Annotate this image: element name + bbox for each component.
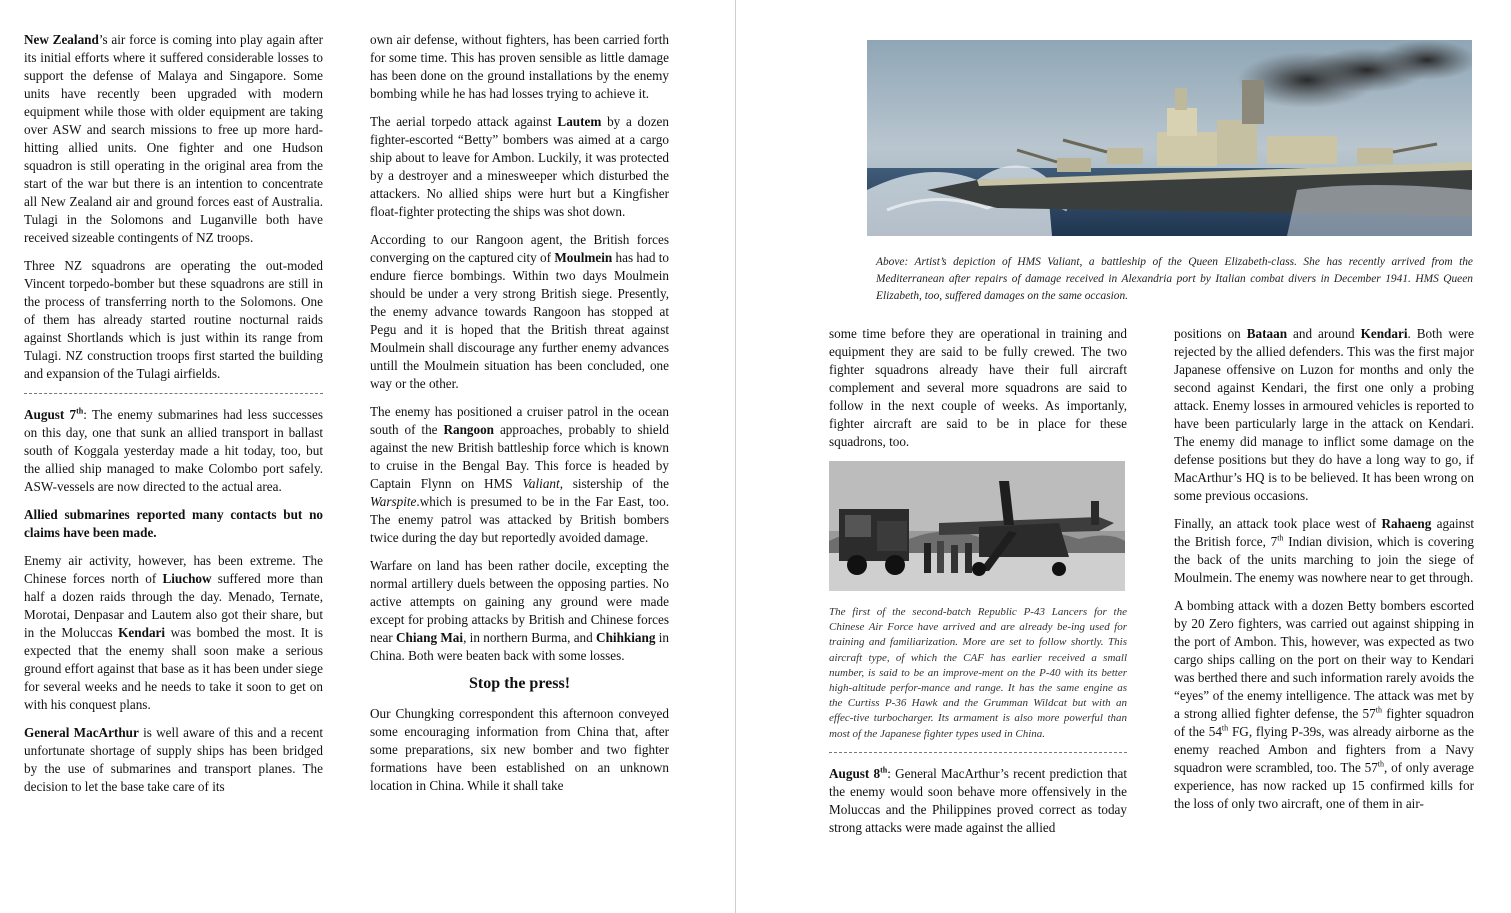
date-heading: August 7 [24, 407, 77, 422]
text-run: : General MacArthur’s recent prediction that the enemy would soon behave more offensively in the Moluccas and the Philippines proved correct as today strong attacks were made against the allied [829, 765, 1127, 835]
paragraph-chungking: Our Chungking correspondent this afternoon conveyed some encouraging information from China that, after some preparations, six new bomber and two fighter formations have been established on an unknown location in China. While it shall take [370, 706, 669, 793]
paragraph-lautem [370, 113, 669, 221]
paragraph-crewed: some time before they are operational in training and equipment they are said to be fully crewed. The two fighter squadrons already have their full aircraft complement and several more squadrons are said to follow in the next couple of weeks. As importanly, fighter aircraft are said to be in place for these squadrons, too. [829, 326, 1127, 449]
paragraph-submarines [24, 506, 323, 542]
paragraph-air-defense: own air defense, without fighters, has been carried forth for some time. This has proven sensible as little damage has been done on the ground installations by the enemy bombing while he has had losses trying to achieve it. [370, 32, 669, 101]
left-column-1 [24, 31, 323, 806]
paragraph-august-8 [829, 765, 1127, 837]
paragraph-ambon [1174, 597, 1474, 813]
text-run: FG, flying P-39s, was already airborne as the enemy reached Ambon and fighters from a Navy squadron were scrambled, too. The 57 [1174, 724, 1474, 775]
bold-statement: Allied submarines reported many contacts but no claims have been made. [24, 507, 323, 540]
battleship-caption: Above: Artist’s depiction of HMS Valiant, a battleship of the Queen Elizabeth-class. She has recently arrived from the Mediterranean after repairs of damage received in Alexandria port by Italian combat divers in December 1941. HMS Queen Elizabeth, too, suffered damages on the same occasion. [876, 256, 1473, 302]
paragraph-land-warfare [370, 557, 669, 665]
right-page [736, 0, 1511, 913]
paragraph-new-zealand [24, 31, 323, 247]
text-run: approaches, probably to shield against the new British battleship force which is known to cruise in the Bengal Bay. This force is headed by Captain Flynn on HMS [370, 422, 669, 491]
text-run: Indian division, which is covering the back of the units marching to join the siege of Moulmein. The enemy was nowhere near to get through. [1174, 534, 1474, 585]
left-column-2 [370, 31, 669, 805]
p43-lancer-photo [829, 461, 1125, 591]
text-run: . Both were rejected by the allied defenders. This was the first major Japanese offensive on Luzon for months and only the second against Kendari, the first one only a probing attack. Enemy losses in armoured vehicles is reported to have been particularly large in the attack on Kendari. The enemy did manage to inflict some damage on the defense positions but they do have a long way to go, if MacArthur’s HQ is to be believed. It has been wrong on some previous occasions. [1174, 326, 1474, 503]
date-heading: August 8 [829, 765, 881, 781]
paragraph-vincent: Three NZ squadrons are operating the out-moded Vincent torpedo-bomber but these squadrons are still in the process of transferring north to the Solomons. One of them has already started routine nocturnal raids against Shortlands which is just within its range from Tulagi. NZ construction troops first started the building and expansion of the Tulagi airfields. [24, 258, 323, 381]
text-run: The enemy has positioned a cruiser patrol in the ocean south of the [370, 404, 669, 437]
ship-name: Warspite [370, 494, 417, 509]
text-run: is well aware of this and a recent unfortunate shortage of supply ships has been bridged by the use of submarines and transport planes. The decision to let the base take care of its [24, 725, 324, 794]
paragraph-bataan [1174, 325, 1474, 505]
text-run: The aerial torpedo attack against [370, 114, 558, 129]
place-name: Chihkiang [596, 630, 656, 645]
place-name: Liuchow [162, 571, 212, 586]
p43-lancer-caption: The first of the second-batch Republic P-43 Lancers for the Chinese Air Force have arrived and are already be-ing used for training and familiarization. More are set to follow shortly. This aircraft type, of which the CAF has earlier received a small number, is said to be an improve-ment on the P-40 with its better high-altitude perfor-mance and range. It has the same engine as the Curtiss P-36 Hawk and the Grumman Wildcat but with an effec-tive turbocharger. Its armament is also more powerful than most of the Japanese fighter types used in China. [829, 606, 1127, 740]
paragraph-cruiser-patrol [370, 403, 669, 547]
place-name: Rangoon [443, 422, 495, 437]
text-run: by a dozen fighter-escorted “Betty” bombers was aimed at a cargo ship about to leave for Ambon. Luckily, it was protected by a destroyer and a minesweeper which disturbed the attackers. No allied ships were hurt but a Kingfisher float-fighter protecting the ships was shot down. [370, 114, 670, 219]
text-run: and around [1287, 326, 1361, 341]
right-column-1 [829, 325, 1127, 847]
paragraph-rahaeng [1174, 515, 1474, 587]
place-name: Rahaeng [1381, 516, 1432, 531]
stop-the-press-heading: Stop the press! [468, 675, 571, 692]
paragraph-moulmein [370, 231, 669, 393]
paragraph-text: : The enemy submarines had less successes on this day, one that sunk an allied transport in ballast south of Koggala yesterday made a hit today, too, but the allied ship managed to make Colombo port safely. ASW-vessels are now directed to the actual area. [24, 407, 323, 494]
text-run: Warfare on land has been rather docile, excepting the normal artillery duels between the opposing parties. No active attempts on gaining any ground were made except for probing attacks by British and Chinese forces near [370, 558, 669, 645]
place-name: Moulmein [554, 250, 613, 265]
ordinal-suffix: th [1277, 533, 1284, 543]
text-run: Enemy air activity, however, has been extreme. The Chinese forces north of [24, 553, 323, 586]
text-run: According to our Rangoon agent, the British forces converging on the captured city of [370, 232, 669, 265]
paragraph-macarthur [24, 724, 323, 796]
text-run: A bombing attack with a dozen Betty bombers escorted by 20 Zero fighters, was carried out against shipping in the port of Ambon. This, however, was expected as two cargo ships calling on the port on their way to Kendari was berthed there and such information rarely avoids the “eyes” of the enemy intelligence. The attack was met by a strong allied fighter defense, the 57 [1174, 598, 1474, 721]
bold-lead: New Zealand [24, 32, 99, 47]
bold-lead: General MacArthur [24, 725, 139, 740]
place-name: Bataan [1246, 326, 1288, 341]
text-run: .which is presumed to be in the Far East, too. The enemy patrol was attacked by British bombers twice during the day but reportedly avoided damage. [370, 494, 669, 545]
text-run: , sistership of the [559, 476, 669, 491]
ordinal-suffix: th [1377, 759, 1385, 769]
ordinal-suffix: th [1221, 723, 1229, 733]
left-page [0, 0, 736, 913]
place-name: Lautem [557, 114, 602, 129]
text-run: , of only average experience, has now racked up 15 confirmed kills for the loss of only two aircraft, one of them in air- [1174, 760, 1474, 811]
text-run: Finally, an attack took place west of [1174, 516, 1382, 531]
place-name: Kendari [1360, 326, 1408, 341]
ship-name: Valiant [522, 476, 560, 491]
date-suffix: th [76, 406, 84, 416]
text-run: positions on [1174, 326, 1247, 341]
text-run: was bombed the most. It is expected that the enemy shall soon make a serious ground effort against that base as it has been under siege for several weeks and he needs to take it soon to get on with his conquest plans. [24, 625, 324, 712]
date-suffix: th [880, 765, 888, 775]
text-run: in China. Both were beaten back with some losses. [370, 630, 669, 663]
paragraph-text: ’s air force is coming into play again after its initial efforts where it suffered considerable losses to support the defense of Malaya and Singapore. Some units have recently been upgraded with modern equipment while those with older equipment are taking over ASW and search missions to free up more hard-hitting allied units. One fighter and one Hudson squadron is still operating in the original area from the start of the war but there is an intention to concentrate all New Zealand air and ground forces east of Australia. Tulagi in the Solomons and Luganville both have received sizeable contingents of NZ troops. [24, 32, 323, 245]
text-run: suffered more than half a dozen raids through the day. Menado, Ternate, Morotai, Denpasar and Lautem also got their share, but in the Moluccas [24, 571, 323, 640]
text-run: , in northern Burma, and [463, 630, 597, 645]
right-column-2 [1174, 325, 1474, 823]
place-name: Chiang Mai [396, 630, 464, 645]
section-divider [829, 752, 1127, 753]
ordinal-suffix: th [1375, 705, 1382, 715]
text-run: against the British force, 7 [1174, 516, 1474, 549]
paragraph-august-7 [24, 406, 323, 496]
text-run: has had to endure fierce bombings. Within two days Moulmein should be under a very strong British siege. Presently, the enemy advance towards Rangoon has stopped at Pegu and it is hoped that the British threat against Moulmein shall discourage any further enemy advances untill the Moulmein situation has been concluded, one way or the other. [370, 250, 669, 391]
paragraph-air-activity [24, 552, 323, 714]
section-divider [24, 393, 323, 394]
text-run: fighter squadron of the 54 [1174, 706, 1474, 739]
place-name: Kendari [118, 625, 166, 640]
battleship-painting [867, 40, 1472, 236]
